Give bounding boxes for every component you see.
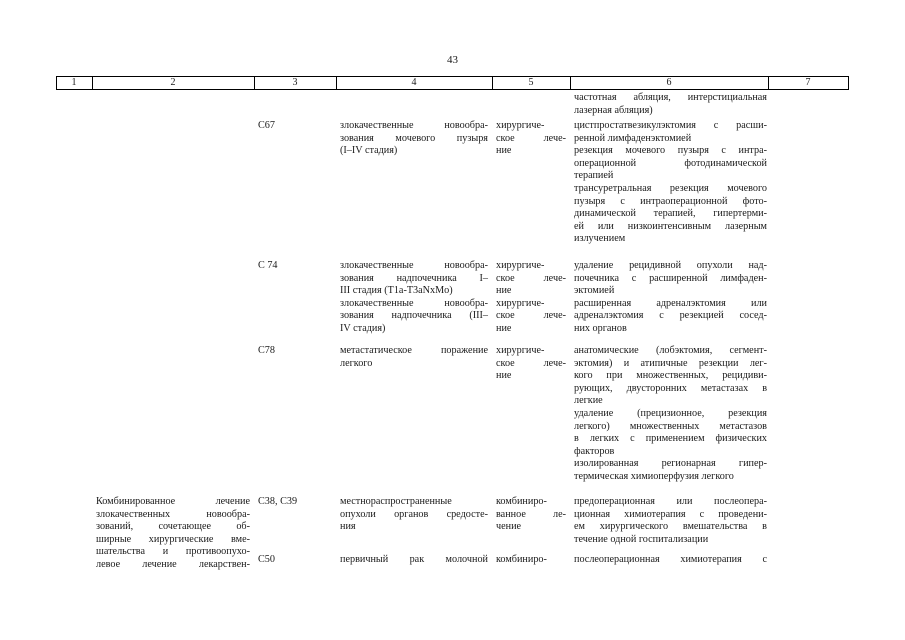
treatment-cell: хирургиче- ское лече- ние bbox=[496, 345, 566, 382]
code-cell: C38, C39 bbox=[258, 496, 298, 507]
column-number-1: 1 bbox=[71, 77, 77, 88]
treatment-cell: хирургиче- ское лече- ние bbox=[496, 120, 566, 157]
column-number-4: 4 bbox=[411, 77, 417, 88]
column-divider bbox=[848, 76, 849, 90]
column-number-3: 3 bbox=[292, 77, 298, 88]
methods-cell: удаление рецидивной опухоли над- почечника с расширенной лимфаден- эктомией расширенная адреналэктомия или адреналэктомия с резекцией сосед- них органов bbox=[574, 260, 767, 334]
methods-cell: послеоперационная химиотерапия с bbox=[574, 554, 767, 565]
disease-cell: метастатическое поражение легкого bbox=[340, 345, 488, 369]
treatment-cell: хирургиче- ское лече- ние хирургиче- ское лече- ние bbox=[496, 260, 566, 334]
disease-cell: злокачественные новообра- зования мочевого пузыря (I–IV стадия) bbox=[340, 120, 488, 157]
code-cell: C67 bbox=[258, 120, 275, 131]
treatment-cell: комбиниро- ванное ле- чение bbox=[496, 496, 566, 533]
column-number-7: 7 bbox=[805, 77, 811, 88]
methods-cell: частотная абляция, интерстициальная лазерная абляция) bbox=[574, 92, 767, 116]
code-cell: C78 bbox=[258, 345, 275, 356]
code-cell: C 74 bbox=[258, 260, 278, 271]
treatment-cell: комбиниро- bbox=[496, 554, 547, 565]
disease-cell: местнораспространенные опухоли органов средосте- ния bbox=[340, 496, 488, 533]
methods-cell: цистпростатвезикулэктомия с расши- ренной лимфаденэктомией резекция мочевого пузыря с интра- операционной фотодинамической терапией трансуретральная резекция мочевого пузыря с интраоперационной фото- динамической терапией, гипертерми- ей или низкоинтенсивным лазерным излучением bbox=[574, 120, 767, 245]
methods-cell: предоперационная или послеопера- ционная химиотерапия с проведени- ем хирургического вмешательства в течение одной госпитализации bbox=[574, 496, 767, 545]
code-cell: C50 bbox=[258, 554, 275, 565]
table-header-bottom-border bbox=[56, 89, 848, 90]
column-number-2: 2 bbox=[170, 77, 176, 88]
disease-cell: первичный рак молочной bbox=[340, 554, 488, 565]
disease-cell: злокачественные новообра- зования надпочечника I– III стадия (T1a-T3aNxMo) злокачественные новообра- зования надпочечника (III– IV стадия) bbox=[340, 260, 488, 334]
care-type-cell: Комбинированное лечение злокачественных новообра- зований, сочетающее об- ширные хирургические вме- шательства и противоопухо- левое лечение лекарствен- bbox=[96, 496, 250, 570]
page-number: 43 bbox=[447, 54, 458, 66]
methods-cell: анатомические (лобэктомия, сегмент- эктомия) и атипичные резекции лег- кого при множественных, рецидиви- рующих, двусторонних метастазах в легкие удаление (прецизионное, резекция легкого) множественных метастазов в легких с применением физических факторов изолированная регионарная гипер- термическая химиоперфузия легкого bbox=[574, 345, 767, 482]
column-number-6: 6 bbox=[666, 77, 672, 88]
column-number-5: 5 bbox=[528, 77, 534, 88]
